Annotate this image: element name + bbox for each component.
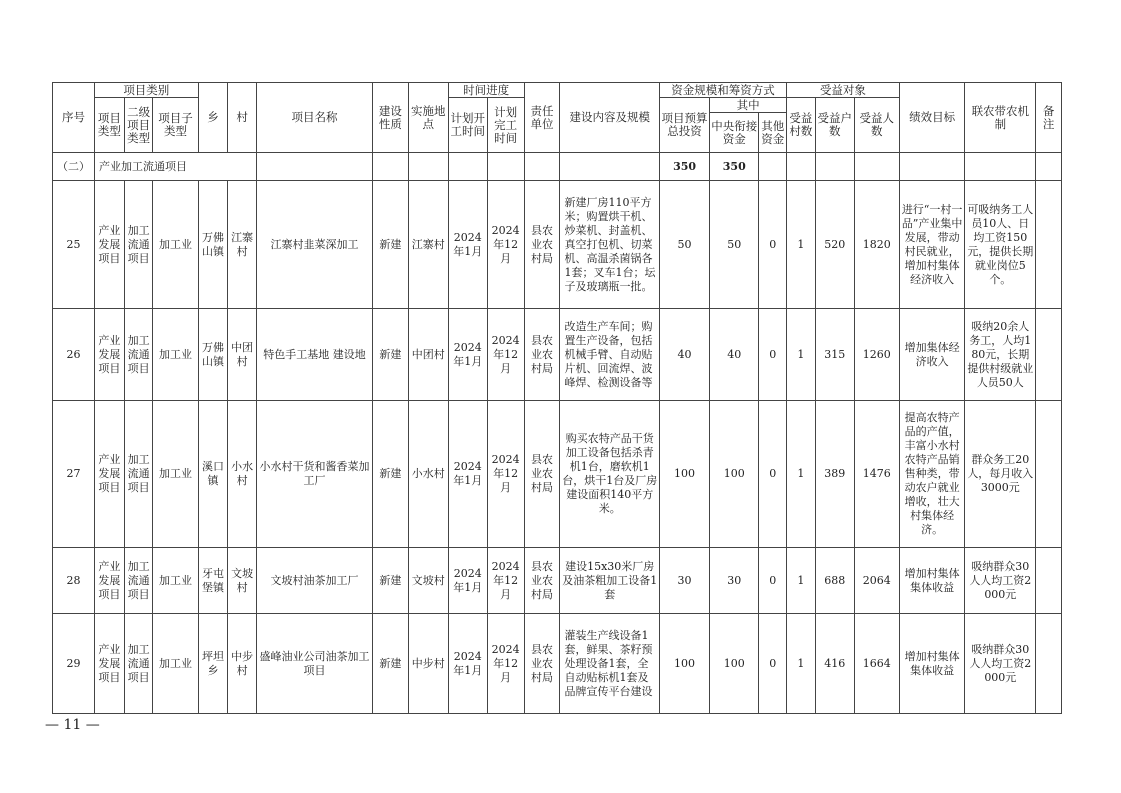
section-title: 产业加工流通项目 <box>95 153 257 181</box>
row-people: 1260 <box>854 309 899 401</box>
row-villages: 1 <box>787 614 816 714</box>
table-row <box>53 548 1062 614</box>
hdr-other: 其他资金 <box>759 113 787 153</box>
row-start: 2024年1月 <box>448 181 487 309</box>
row-mechanism: 吸纳群众30人人均工资2000元 <box>965 548 1036 614</box>
row-subtype: 加工业 <box>153 401 198 548</box>
row-central: 100 <box>710 401 759 548</box>
row-people: 2064 <box>854 548 899 614</box>
empty-cell <box>408 153 448 181</box>
row-remark <box>1036 548 1062 614</box>
hdr-content: 建设内容及规模 <box>560 83 659 153</box>
row-goal: 提高农特产品的产值，丰富小水村农特产品销售种类，带动农户就业增收，壮大村集体经济。 <box>899 401 965 548</box>
row-type: 产业发展项目 <box>95 401 125 548</box>
row-start: 2024年1月 <box>448 548 487 614</box>
table-row <box>53 614 1062 714</box>
row-remark <box>1036 401 1062 548</box>
hdr-remark: 备注 <box>1036 83 1062 153</box>
row-content: 灌装生产线设备1套，鲜果、茶籽预处理设备1套，全自动贴标机1套及品牌宣传平台建设 <box>560 614 659 714</box>
section-central: 350 <box>710 153 759 181</box>
row-location: 小水村 <box>408 401 448 548</box>
hdr-proj-type: 项目类型 <box>95 98 125 153</box>
row-content: 改造生产车间；购置生产设备，包括机械手臂、自动贴片机、回流焊、波峰焊、检测设备等 <box>560 309 659 401</box>
row-central: 30 <box>710 548 759 614</box>
hdr-start: 计划开工时间 <box>448 98 487 153</box>
row-end: 2024年12月 <box>487 548 524 614</box>
section-budget: 350 <box>659 153 709 181</box>
row-village: 中团村 <box>228 309 257 401</box>
row-villages: 1 <box>787 548 816 614</box>
row-start: 2024年1月 <box>448 401 487 548</box>
empty-cell <box>759 153 787 181</box>
empty-cell <box>524 153 560 181</box>
row-other: 0 <box>759 548 787 614</box>
row-remark <box>1036 181 1062 309</box>
header-row-1 <box>53 83 1062 98</box>
row-other: 0 <box>759 309 787 401</box>
row-people: 1820 <box>854 181 899 309</box>
hdr-village: 村 <box>228 83 257 153</box>
row-nature: 新建 <box>372 548 408 614</box>
row-location: 江寨村 <box>408 181 448 309</box>
empty-cell <box>965 153 1036 181</box>
hdr-sub-type: 项目子类型 <box>153 98 198 153</box>
row-budget: 50 <box>659 181 709 309</box>
row-end: 2024年12月 <box>487 309 524 401</box>
row-goal: 增加村集体集体收益 <box>899 614 965 714</box>
row-nature: 新建 <box>372 401 408 548</box>
row-budget: 40 <box>659 309 709 401</box>
row-other: 0 <box>759 401 787 548</box>
row-goal: 增加集体经济收入 <box>899 309 965 401</box>
hdr-time-group: 时间进度 <box>448 83 524 98</box>
row-villages: 1 <box>787 401 816 548</box>
row-no: 25 <box>53 181 95 309</box>
row-central: 50 <box>710 181 759 309</box>
row-type2: 加工流通项目 <box>124 614 153 714</box>
row-start: 2024年1月 <box>448 614 487 714</box>
row-budget: 100 <box>659 614 709 714</box>
empty-cell <box>854 153 899 181</box>
row-remark <box>1036 309 1062 401</box>
row-remark <box>1036 614 1062 714</box>
page-number: — 11 — <box>45 717 100 733</box>
row-township: 万佛山镇 <box>198 181 228 309</box>
row-start: 2024年1月 <box>448 309 487 401</box>
table-row <box>53 181 1062 309</box>
row-villages: 1 <box>787 181 816 309</box>
row-nature: 新建 <box>372 309 408 401</box>
project-table <box>52 82 1062 714</box>
row-central: 40 <box>710 309 759 401</box>
row-type2: 加工流通项目 <box>124 401 153 548</box>
row-unit: 县农业农村局 <box>524 614 560 714</box>
row-unit: 县农业农村局 <box>524 181 560 309</box>
hdr-among: 其中 <box>710 98 787 113</box>
row-nature: 新建 <box>372 614 408 714</box>
table-row <box>53 401 1062 548</box>
row-subtype: 加工业 <box>153 181 198 309</box>
hdr-fund-group: 资金规模和筹资方式 <box>659 83 786 98</box>
row-central: 100 <box>710 614 759 714</box>
row-mechanism: 群众务工20人，每月收入3000元 <box>965 401 1036 548</box>
row-households: 520 <box>815 181 854 309</box>
hdr-project-name: 项目名称 <box>257 83 373 153</box>
row-content: 购买农特产品干货加工设备包括杀青机1台，磨软机1台，烘干1台及厂房建设面积140平方米。 <box>560 401 659 548</box>
row-end: 2024年12月 <box>487 401 524 548</box>
row-location: 中步村 <box>408 614 448 714</box>
hdr-b-households: 受益户数 <box>815 98 854 153</box>
row-households: 688 <box>815 548 854 614</box>
empty-cell <box>257 153 373 181</box>
row-people: 1664 <box>854 614 899 714</box>
hdr-b-villages: 受益村数 <box>787 98 816 153</box>
hdr-end: 计划完工时间 <box>487 98 524 153</box>
row-township: 坪坦乡 <box>198 614 228 714</box>
hdr-unit: 责任单位 <box>524 83 560 153</box>
row-end: 2024年12月 <box>487 614 524 714</box>
hdr-location: 实施地点 <box>408 83 448 153</box>
row-no: 29 <box>53 614 95 714</box>
row-mechanism: 吸纳群众30人人均工资2000元 <box>965 614 1036 714</box>
hdr-mechanism: 联农带农机制 <box>965 83 1036 153</box>
row-mechanism: 吸纳20余人务工，人均180元，长期提供村级就业人员50人 <box>965 309 1036 401</box>
hdr-goal: 绩效目标 <box>899 83 965 153</box>
row-nature: 新建 <box>372 181 408 309</box>
row-type2: 加工流通项目 <box>124 309 153 401</box>
row-budget: 100 <box>659 401 709 548</box>
row-households: 315 <box>815 309 854 401</box>
row-type: 产业发展项目 <box>95 548 125 614</box>
row-type: 产业发展项目 <box>95 309 125 401</box>
row-township: 万佛山镇 <box>198 309 228 401</box>
row-villages: 1 <box>787 309 816 401</box>
row-village: 文坡村 <box>228 548 257 614</box>
row-households: 416 <box>815 614 854 714</box>
row-goal: 进行“一村一品”产业集中发展，带动村民就业，增加村集体经济收入 <box>899 181 965 309</box>
hdr-budget: 项目预算总投资 <box>659 98 709 153</box>
empty-cell <box>787 153 816 181</box>
row-name: 盛峰油业公司油茶加工项目 <box>257 614 373 714</box>
row-other: 0 <box>759 614 787 714</box>
row-content: 新建厂房110平方米；购置烘干机、炒菜机、封盖机、真空打包机、切菜机、高温杀菌锅各1套；叉车1台；坛子及玻璃瓶一批。 <box>560 181 659 309</box>
project-table-sheet <box>52 82 1062 714</box>
hdr-b-people: 受益人数 <box>854 98 899 153</box>
row-content: 建设15x30米厂房及油茶粗加工设备1套 <box>560 548 659 614</box>
row-subtype: 加工业 <box>153 309 198 401</box>
section-row <box>53 153 1062 181</box>
row-village: 中步村 <box>228 614 257 714</box>
row-no: 26 <box>53 309 95 401</box>
row-people: 1476 <box>854 401 899 548</box>
empty-cell <box>899 153 965 181</box>
hdr-township: 乡 <box>198 83 228 153</box>
row-other: 0 <box>759 181 787 309</box>
row-households: 389 <box>815 401 854 548</box>
row-township: 溪口镇 <box>198 401 228 548</box>
row-name: 特色手工基地 建设地 <box>257 309 373 401</box>
row-no: 28 <box>53 548 95 614</box>
row-name: 文坡村油茶加工厂 <box>257 548 373 614</box>
hdr-benefit-group: 受益对象 <box>787 83 900 98</box>
row-village: 江寨村 <box>228 181 257 309</box>
section-no: （二） <box>53 153 95 181</box>
row-location: 文坡村 <box>408 548 448 614</box>
hdr-nature: 建设性质 <box>372 83 408 153</box>
row-type: 产业发展项目 <box>95 181 125 309</box>
row-name: 江寨村韭菜深加工 <box>257 181 373 309</box>
empty-cell <box>1036 153 1062 181</box>
row-village: 小水村 <box>228 401 257 548</box>
hdr-sub-type2: 二级项目类型 <box>124 98 153 153</box>
row-township: 牙屯堡镇 <box>198 548 228 614</box>
hdr-category-group: 项目类别 <box>95 83 199 98</box>
row-subtype: 加工业 <box>153 614 198 714</box>
row-type2: 加工流通项目 <box>124 181 153 309</box>
hdr-central: 中央衔接资金 <box>710 113 759 153</box>
empty-cell <box>372 153 408 181</box>
row-type: 产业发展项目 <box>95 614 125 714</box>
empty-cell <box>448 153 487 181</box>
row-goal: 增加村集体集体收益 <box>899 548 965 614</box>
table-row <box>53 309 1062 401</box>
row-mechanism: 可吸纳务工人员10人、日均工资150元，提供长期就业岗位5个。 <box>965 181 1036 309</box>
hdr-seq: 序号 <box>53 83 95 153</box>
row-unit: 县农业农村局 <box>524 309 560 401</box>
empty-cell <box>487 153 524 181</box>
row-end: 2024年12月 <box>487 181 524 309</box>
empty-cell <box>560 153 659 181</box>
row-no: 27 <box>53 401 95 548</box>
row-unit: 县农业农村局 <box>524 548 560 614</box>
empty-cell <box>815 153 854 181</box>
row-budget: 30 <box>659 548 709 614</box>
row-unit: 县农业农村局 <box>524 401 560 548</box>
row-subtype: 加工业 <box>153 548 198 614</box>
row-location: 中团村 <box>408 309 448 401</box>
row-type2: 加工流通项目 <box>124 548 153 614</box>
row-name: 小水村干货和酱香菜加工厂 <box>257 401 373 548</box>
